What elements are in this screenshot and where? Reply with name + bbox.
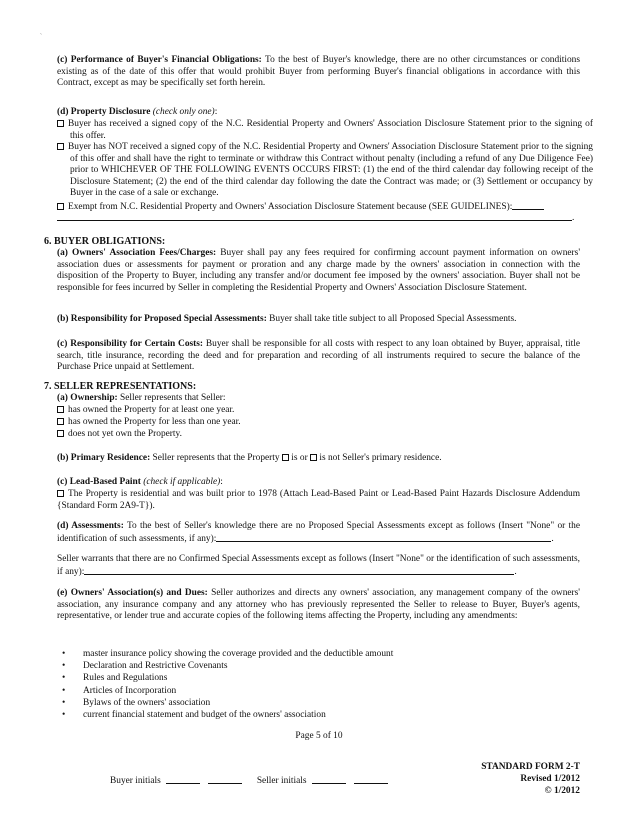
section-7-title: 7. SELLER REPRESENTATIONS:: [44, 381, 197, 392]
lead-paint-option[interactable]: [57, 489, 580, 512]
ownership-option-3[interactable]: [57, 429, 593, 441]
checkbox-icon[interactable]: [57, 406, 64, 413]
buyer-initials-field-1[interactable]: [166, 775, 200, 784]
property-disclosure-heading: [57, 107, 580, 119]
association-items-list: [62, 648, 393, 721]
clause-heading: (c) Performance of Buyer's Financial Obligations:: [57, 55, 262, 65]
list-item: • Articles of Incorporation: [62, 685, 393, 697]
clause-text: Buyer shall pay any fees required for confirming account payment information on owners' association dues or assessments for payment or proration and any charge made by the owners' association in connection with the disposition of the Property to Buyer, including any transfer and/or document fee imposed by the owners' association. Buyer shall not be responsible for fees incurred by Seller in completing the Residential Property and Owners' Association Disclosure Statement.: [57, 248, 581, 293]
checkbox-icon[interactable]: [57, 143, 64, 150]
option-label: The Property is residential and was built prior to 1978 (Attach Lead-Based Paint or Lead-Based Paint Hazards Disclosure Addendum {Standard Form 2A9-T}).: [57, 489, 580, 511]
owners-association-dues-clause: [57, 588, 580, 623]
special-assessments-clause: [57, 314, 580, 326]
period: .: [551, 533, 554, 544]
clause-text: Seller represents that Seller:: [117, 393, 226, 403]
clause-heading: (b) Primary Residence:: [57, 453, 151, 463]
clause-text: Seller represents that the Property: [150, 453, 282, 463]
option-label: does not yet own the Property.: [68, 429, 182, 439]
list-item: • Rules and Regulations: [62, 672, 393, 684]
confirmed-assessments-field[interactable]: [84, 566, 517, 577]
form-name: STANDARD FORM 2-T: [481, 762, 580, 772]
clause-heading: (a) Ownership:: [57, 393, 118, 403]
disclosure-option-received[interactable]: [57, 119, 593, 142]
option-label: Buyer has received a signed copy of the N.C. Residential Property and Owners' Association Disclosure Statement prior to the signing of this offer.: [68, 119, 593, 141]
is-residence-checkbox[interactable]: [282, 454, 289, 461]
buyer-initials-field-2[interactable]: [208, 775, 242, 784]
checkbox-icon[interactable]: [57, 430, 64, 437]
page-number: Page 5 of 10: [295, 731, 343, 741]
form-copyright: © 1/2012: [544, 786, 580, 796]
option-label: has owned the Property for at least one year.: [68, 405, 235, 415]
confirmed-assessments-clause: [57, 554, 580, 578]
checkbox-icon[interactable]: [57, 120, 64, 127]
buyer-initials-label: Buyer initials: [110, 776, 161, 786]
checkbox-icon[interactable]: [57, 418, 64, 425]
certain-costs-clause: [57, 339, 580, 374]
clause-heading: (a) Owners' Association Fees/Charges:: [57, 248, 217, 258]
checkbox-icon[interactable]: [57, 490, 64, 497]
is-not-residence-checkbox[interactable]: [310, 454, 317, 461]
clause-text: is not Seller's primary residence.: [317, 453, 442, 463]
seller-initials-field-2[interactable]: [354, 775, 388, 784]
lead-paint-heading: [57, 477, 580, 489]
clause-heading: (e) Owners' Association(s) and Dues:: [57, 588, 208, 598]
seller-initials-label: Seller initials: [256, 776, 307, 786]
list-item: • Declaration and Restrictive Covenants: [62, 660, 393, 672]
colon: :: [220, 477, 223, 487]
clause-text: Buyer shall take title subject to all Proposed Special Assessments.: [266, 314, 517, 324]
primary-residence-clause: [57, 453, 580, 465]
buyer-financial-obligations-clause: [57, 55, 580, 90]
clause-text: To the best of Buyer's knowledge, there are no other circumstances or conditions existing as of the date of this offer that would prohibit Buyer from performing Buyer's financial obligations in accordance with this Contract, except as may be specifically set forth herein.: [57, 55, 580, 89]
clause-heading: (b) Responsibility for Proposed Special Assessments:: [57, 314, 267, 324]
clause-heading: (c) Lead-Based Paint: [57, 477, 141, 487]
proposed-assessments-field[interactable]: [216, 533, 554, 544]
ownership-clause: [57, 393, 580, 405]
clause-text: To the best of Seller's knowledge there are no Proposed Special Assessments except as follows (Insert "None" or the identification of such assessments, if any):: [57, 521, 580, 544]
checkbox-icon[interactable]: [57, 203, 64, 210]
colon: :: [214, 107, 218, 117]
seller-initials-field-1[interactable]: [312, 775, 346, 784]
list-item: • master insurance policy showing the coverage provided and the deductible amount: [62, 648, 393, 660]
disclosure-option-not-received[interactable]: [57, 142, 593, 200]
section-6-title: 6. BUYER OBLIGATIONS:: [44, 236, 166, 247]
exempt-reason-line[interactable]: [57, 212, 580, 225]
clause-text: Seller warrants that there are no Confirmed Special Assessments except as follows (Insert "None" or the identification of such assessments, if any):: [57, 554, 580, 577]
clause-text: Buyer shall be responsible for all costs with respect to any loan obtained by Buyer, appraisal, title search, title insurance, recording the deed and for preparation and recording of all instruments required to secure the balance of the Purchase Price unpaid at Settlement.: [57, 339, 580, 373]
period: .: [514, 566, 517, 577]
clause-heading: (d) Assessments:: [57, 521, 124, 531]
ownership-option-1[interactable]: [57, 405, 593, 417]
option-label: has owned the Property for less than one year.: [68, 417, 241, 427]
stray-mark: `: [40, 34, 42, 40]
clause-note: (check only one): [152, 107, 215, 117]
option-label: Buyer has NOT received a signed copy of the N.C. Residential Property and Owners' Association Disclosure Statement prior to the signing of this offer and shall have the right to terminate or withdraw this Contract without penalty (including a refund of any Due Diligence Fee) prior to WHICHEVER OF THE FOLLOWING EVENTS OCCURS FIRST: (1) the end of the third calendar day following receipt of the Disclosure Statement; (2) the end of the third calendar day following the date the Contract was made; or (3) Settlement or occupancy by Buyer in the case of a sale or exchange.: [68, 142, 593, 199]
option-label: Exempt from N.C. Residential Property and Owners' Association Disclosure Statement because (SEE GUIDELINES):: [68, 202, 513, 212]
period: .: [572, 213, 575, 223]
ownership-option-2[interactable]: [57, 417, 593, 429]
clause-heading: (c) Responsibility for Certain Costs:: [57, 339, 204, 349]
form-revised: Revised 1/2012: [520, 774, 580, 784]
exempt-reason-field[interactable]: [512, 201, 544, 210]
list-item: • current financial statement and budget of the owners' association: [62, 709, 393, 721]
clause-heading: (d) Property Disclosure: [57, 107, 151, 117]
form-identifier: [481, 761, 580, 797]
clause-text: is or: [288, 453, 311, 463]
initials-line: [110, 775, 388, 786]
clause-text: Seller authorizes and directs any owners' association, any management company of the owners' association, any insurance company and any attorney who has previously represented the Seller to release to Buyer, Buyer's agents, representative, or lender true and accurate copies of the following items affecting the Property, including any amendments:: [57, 588, 580, 622]
list-item: • Bylaws of the owners' association: [62, 697, 393, 709]
exempt-reason-field-2[interactable]: [57, 212, 575, 223]
assessments-clause: [57, 521, 580, 545]
owners-association-fees-clause: [57, 248, 580, 294]
clause-note: (check if applicable): [143, 477, 221, 487]
